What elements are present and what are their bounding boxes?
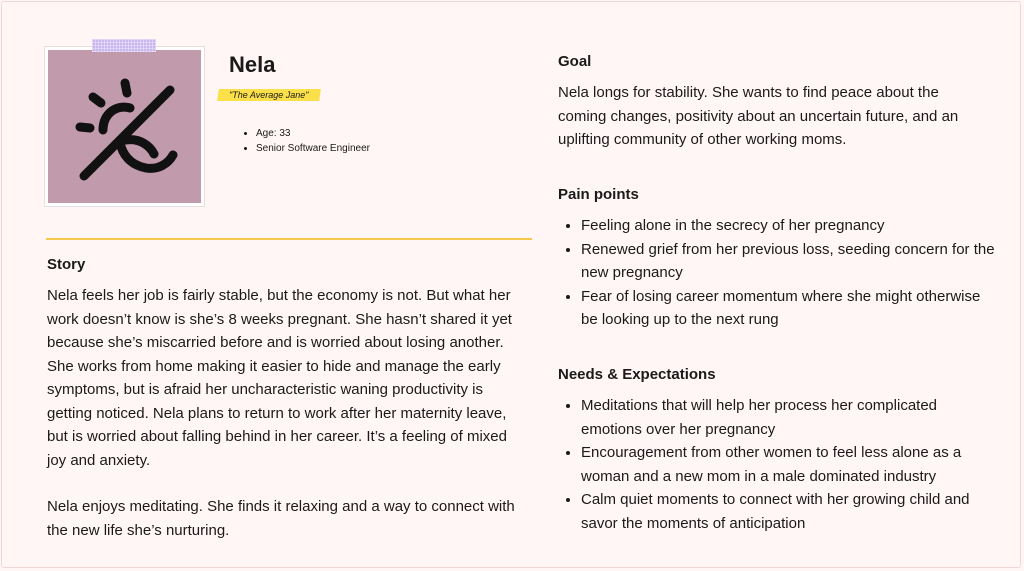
pain-points-list [558, 214, 1001, 332]
story-heading: Story [47, 256, 86, 273]
story-paragraph-1: Nela feels her job is fairly stable, but the economy is not. But what her work doesn’t know is she’s 8 weeks pregnant. She hasn’t shared it yet because she’s miscarried before and is worried about losing another. She works from home making it easier to hide and manage the early symptoms, but is afraid her uncharacteristic waning productivity is getting noticed. Nela plans to return to work after her maternity leave, but is worried about falling behind in her career. It’s a feeling of mixed joy and anxiety. [47, 287, 512, 469]
persona-tagline: "The Average Jane" [217, 89, 321, 101]
list-item: • Feeling alone in the secrecy of her pregnancy [581, 214, 1001, 238]
weather-sun-moon-off-icon [48, 50, 201, 203]
goal-heading: Goal [558, 53, 592, 70]
list-item: • Calm quiet moments to connect with her growing child and savor the moments of anticipation [581, 488, 1001, 535]
pain-points-heading: Pain points [558, 186, 639, 203]
list-item: • Meditations that will help her process her complicated emotions over her pregnancy [581, 394, 1001, 441]
fact-age: • Age: 33 [256, 126, 370, 141]
washi-tape [92, 39, 156, 52]
persona-facts [244, 126, 370, 156]
section-divider [46, 238, 532, 240]
list-item: • Fear of losing career momentum where she might otherwise be looking up to the next rung [581, 285, 1001, 332]
needs-heading: Needs & Expectations [558, 366, 716, 383]
list-item: • Encouragement from other women to feel less alone as a woman and a new mom in a male dominated industry [581, 441, 1001, 488]
persona-name: Nela [229, 52, 276, 77]
fact-role: • Senior Software Engineer [256, 141, 370, 156]
story-paragraph-2: Nela enjoys meditating. She finds it relaxing and a way to connect with the new life she’s nurturing. [47, 498, 515, 539]
persona-photo [45, 47, 204, 206]
needs-list [558, 394, 1001, 535]
list-item: • Renewed grief from her previous loss, seeding concern for the new pregnancy [581, 238, 1001, 285]
goal-text: Nela longs for stability. She wants to find peace about the coming changes, positivity about an uncertain future, and an uplifting community of other working moms. [558, 84, 959, 148]
